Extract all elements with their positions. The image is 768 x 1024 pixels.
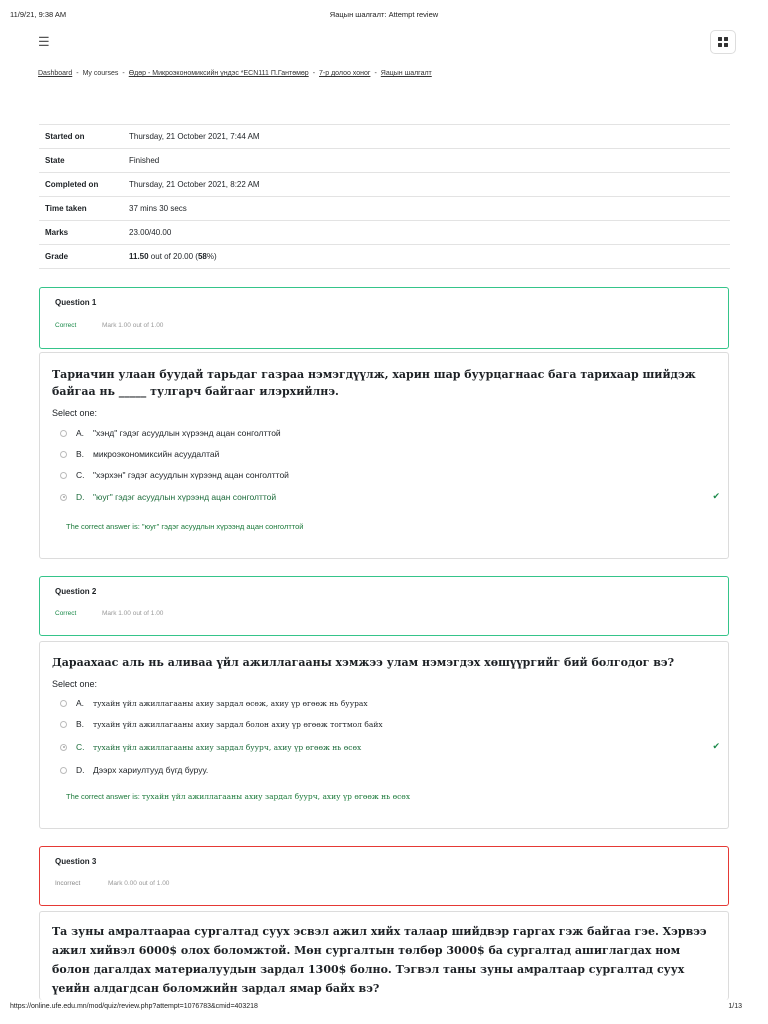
question-2-content <box>39 641 729 829</box>
apps-grid-button[interactable] <box>710 30 736 54</box>
radio-button[interactable] <box>60 451 67 458</box>
question-number: Question 2 <box>55 587 97 596</box>
summary-row: Completed on Thursday, 21 October 2021, 8:22 AM <box>39 173 730 197</box>
answer-option-c[interactable]: C. "хэрхэн" гэдэг асуудлын хүрээнд ацан сонголттой <box>60 468 720 482</box>
check-icon: ✔ <box>712 741 720 751</box>
answer-option-a[interactable]: A. "хэнд" гэдэг асуудлын хүрээнд ацан сонголттой <box>60 426 720 440</box>
summary-row: Time taken 37 mins 30 secs <box>39 197 730 221</box>
summary-row: Started on Thursday, 21 October 2021, 7:44 AM <box>39 125 730 149</box>
breadcrumb: Dashboard - My courses - Өдөр - Микроэкономиксийн үндэс *ECN111 П.Гантөмөр - 7-р долоо хоног - Яацын шалгалт <box>38 70 432 77</box>
question-status: Correct <box>55 322 77 329</box>
breadcrumb-week[interactable]: 7-р долоо хоног <box>319 70 371 77</box>
radio-button[interactable] <box>60 472 67 479</box>
grade-percent: 58 <box>197 252 207 261</box>
print-title: Яацын шалгалт: Attempt review <box>329 10 439 19</box>
correct-answer: The correct answer is: "юуг" гэдэг асуудлын хүрээнд ацан сонголттой <box>66 522 304 531</box>
question-2-info <box>39 576 729 636</box>
attempt-summary-table <box>39 124 730 269</box>
question-mark: Mark 1.00 out of 1.00 <box>102 610 164 617</box>
question-status: Incorrect <box>55 880 81 887</box>
page-number: 1/13 <box>728 1003 742 1010</box>
question-number: Question 1 <box>55 298 97 307</box>
question-number: Question 3 <box>55 857 97 866</box>
question-1-info <box>39 287 729 349</box>
answer-option-b[interactable]: B. тухайн үйл ажиллагааны ахиу зардал болон ахиу үр өгөөж тогтмол байх <box>60 717 720 731</box>
summary-row: Grade 11.50 out of 20.00 (58%) <box>39 245 730 269</box>
radio-button-selected[interactable] <box>60 744 67 751</box>
grade-score: 11.50 <box>129 252 149 261</box>
breadcrumb-course[interactable]: Өдөр - Микроэкономиксийн үндэс *ECN111 П.Гантөмөр <box>128 70 309 77</box>
menu-icon[interactable]: ☰ <box>38 34 50 49</box>
question-mark: Mark 0.00 out of 1.00 <box>108 880 170 887</box>
grid-icon <box>718 37 728 47</box>
question-1-content <box>39 352 729 559</box>
radio-button[interactable] <box>60 767 67 774</box>
select-one-label: Select one: <box>52 679 98 689</box>
check-icon: ✔ <box>712 491 720 501</box>
answer-option-b[interactable]: B. микроэкономиксийн асуудалтай <box>60 447 720 461</box>
question-text: Тариачин улаан буудай тарьдаг газраа нэмэгдүүлж, харин шар буурцагнаас бага тарихаар шийдэж байгаа нь _____ тулгарч байгааг илэрхийлнэ. <box>52 368 696 398</box>
radio-button[interactable] <box>60 721 67 728</box>
breadcrumb-dashboard[interactable]: Dashboard <box>38 70 73 77</box>
radio-button[interactable] <box>60 700 67 707</box>
question-3-info <box>39 846 729 906</box>
summary-row: Marks 23.00/40.00 <box>39 221 730 245</box>
question-mark: Mark 1.00 out of 1.00 <box>102 322 164 329</box>
print-datetime: 11/9/21, 9:38 AM <box>10 10 67 19</box>
radio-button[interactable] <box>60 430 67 437</box>
answer-option-d[interactable]: D. "юуг" гэдэг асуудлын хүрээнд ацан сонголттой ✔ <box>60 490 720 504</box>
question-text: Та зуны амралтаараа сургалтад суух эсвэл ажил хийх талаар шийдвэр гаргах гэж байгаа гэе. Хэрвээ ажил хийвэл 6000$ олох боломжтой. Мөн сургалтын төлбөр 3000$ ба сургалтад ашиглагдах ном болон дагалдах материалуудын зардал 1300$ болно. Тэгвэл таны зуны амралтаар сургалтад суух үеийн алдагдсан боломжийн зардал ямар байх вэ? <box>52 925 707 995</box>
select-one-label: Select one: <box>52 408 98 418</box>
question-3-content <box>39 911 729 1000</box>
answer-option-a[interactable]: A. тухайн үйл ажиллагааны ахиу зардал өсөж, ахиу үр өгөөж нь буурах <box>60 696 720 710</box>
breadcrumb-my-courses: My courses <box>82 70 119 77</box>
page-url: https://online.ufe.edu.mn/mod/quiz/review.php?attempt=1076783&cmid=403218 <box>10 1003 258 1010</box>
question-status: Correct <box>55 610 77 617</box>
correct-answer: The correct answer is: тухайн үйл ажиллагааны ахиу зардал буурч, ахиу үр өгөөж нь өсөх <box>66 792 411 801</box>
summary-row: State Finished <box>39 149 730 173</box>
answer-option-d[interactable]: D. Дээрх хариултууд бүгд буруу. <box>60 763 720 777</box>
question-text: Дараахаас аль нь аливаа үйл ажиллагааны хэмжээ улам нэмэгдэх хөшүүргийг бий болгодог вэ? <box>52 656 675 669</box>
answer-option-c[interactable]: C. тухайн үйл ажиллагааны ахиу зардал буурч, ахиу үр өгөөж нь өсөх ✔ <box>60 740 720 754</box>
radio-button-selected[interactable] <box>60 494 67 501</box>
breadcrumb-quiz[interactable]: Яацын шалгалт <box>380 70 432 77</box>
